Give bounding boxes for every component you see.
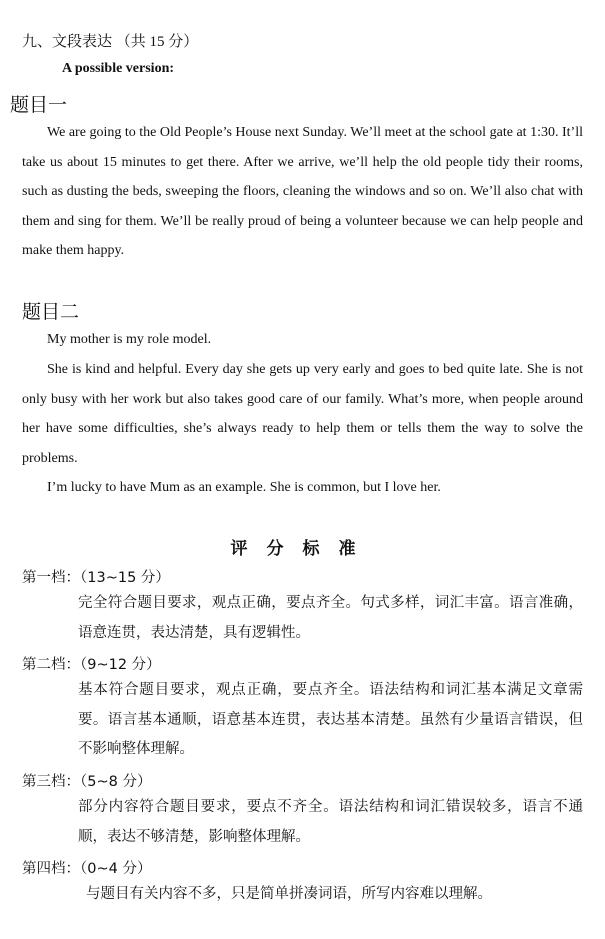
- level-4-description: 与题目有关内容不多，只是简单拼凑词语，所写内容难以理解。: [86, 886, 492, 902]
- topic-2-paragraph: She is kind and helpful. Every day she gets up very early and goes to bed quite late. She is not only busy with her work but also takes good care of our family. What’s more, when people around her have some difficulties, she’s always ready to help them or tells them the way to solve the problems.: [22, 362, 583, 466]
- topic-1-title: 题目一: [10, 94, 68, 116]
- version-label: A possible version:: [62, 61, 175, 76]
- topic-2-title: 题目二: [22, 301, 80, 323]
- level-3-heading: 第三档：（5~8 分）: [22, 774, 152, 790]
- topic-1-paragraph: We are going to the Old People’s House next Sunday. We’ll meet at the school gate at 1:30. It’ll take us about 15 minutes to get there. After we arrive, we’ll help the old people tidy their rooms, such as dusting the beds, sweeping the floors, cleaning the windows and so on. We’ll also chat with them and sing for them. We’ll be really proud of being a volunteer because we can help people and make them happy.: [22, 125, 583, 258]
- level-1-heading: 第一档：（13~15 分）: [22, 570, 170, 586]
- topic-2-first-line: My mother is my role model.: [47, 332, 212, 347]
- level-1-description: 完全符合题目要求，观点正确，要点齐全。句式多样，词汇丰富。语言准确，语意连贯，表达清楚，具有逻辑性。: [78, 595, 583, 641]
- topic-2-closing: I’m lucky to have Mum as an example. She is common, but I love her.: [47, 480, 441, 495]
- level-2-heading: 第二档：（9~12 分）: [22, 657, 161, 673]
- scoring-title: 评分标准: [230, 539, 375, 559]
- section-heading: 九、文段表达 （共 15 分）: [22, 34, 199, 50]
- level-4-heading: 第四档：（0~4 分）: [22, 861, 152, 877]
- level-2-description: 基本符合题目要求，观点正确，要点齐全。语法结构和词汇基本满足文章需要。语言基本通顺，语意基本连贯，表达基本清楚。虽然有少量语言错误，但不影响整体理解。: [78, 682, 583, 757]
- level-3-description: 部分内容符合题目要求，要点不齐全。语法结构和词汇错误较多，语言不通顺，表达不够清楚，影响整体理解。: [78, 799, 583, 845]
